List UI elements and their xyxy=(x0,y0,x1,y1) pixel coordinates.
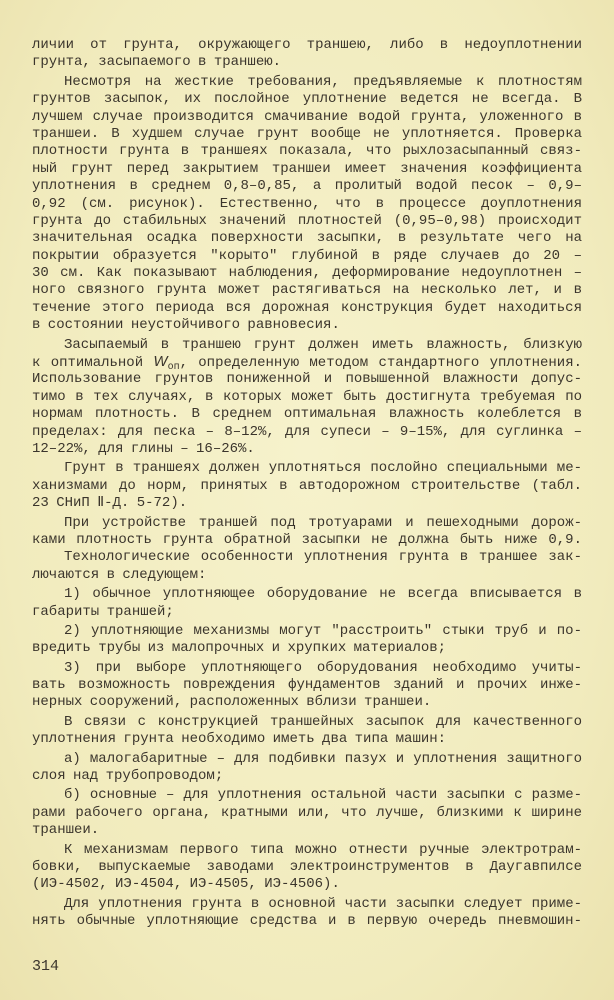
text-line: грунта, засыпаемого в траншею. xyxy=(32,54,282,71)
text-line: ханизмами до норм, принятых в автодорожном строительстве (табл. xyxy=(32,477,582,494)
text-line: тимо в тех случаях, в которых может быть достигнута требуемая по xyxy=(32,388,582,405)
text-line xyxy=(32,353,582,374)
page-number: 314 xyxy=(32,958,60,975)
text-line: бовки, выпускаемые заводами электроинструментов в Даугавпилсе xyxy=(32,858,582,875)
text-line: грунта до стабильных значений плотностей (0,95–0,98) происходит xyxy=(32,212,582,229)
text-line: нормам плотность. В среднем оптимальная влажность колеблется в xyxy=(32,406,582,423)
text-line: покрытии образуется ″корыто″ глубиной в ряде случаев до 20 – xyxy=(32,247,582,264)
text-line: лучшем случае производится смачивание водой грунта, уложенного в xyxy=(32,108,582,125)
text-line: уплотнения грунта необходимо иметь два типа машин: xyxy=(32,731,447,748)
text-line: ного связного грунта может растягиваться на несколько лет, и в xyxy=(32,282,582,299)
text-line: грунтов засыпок, их послойное уплотнение ведется не всегда. В xyxy=(32,91,582,108)
text-line: личии от грунта, окружающего траншею, либо в недоуплотнении xyxy=(32,37,582,53)
text-line: ками плотность грунта обратной засыпки не должна быть ниже 0,9. xyxy=(32,531,582,548)
text-line: Несмотря на жесткие требования, предъявляемые к плотностям xyxy=(64,73,582,90)
symbol-subscript: оп xyxy=(167,362,180,374)
text-line: К механизмам первого типа можно отнести ручные электротрам- xyxy=(64,841,582,858)
text-line: вать возможность повреждения фундаментов зданий и прочих инже- xyxy=(32,677,582,694)
text-line: уплотнения в среднем 0,8–0,85, а пролитый водой песок – 0,9– xyxy=(32,178,582,195)
text-line: Использование грунтов пониженной и повышенной влажности допус- xyxy=(32,371,582,388)
text-line: габариты траншей; xyxy=(32,603,174,620)
paragraph xyxy=(32,74,582,335)
paragraph xyxy=(32,714,582,749)
paragraph xyxy=(32,623,582,658)
text-line: 23 СНиП Ⅱ-Д. 5-72). xyxy=(32,495,188,512)
text-line: нерных сооружений, расположенных вблизи траншеи. xyxy=(32,694,432,711)
text-line: 12–22%, для глины – 16–26%. xyxy=(32,440,255,457)
text-line: траншеи. В худшем случае грунт вообще не уплотняется. Проверка xyxy=(32,125,582,142)
text-line: 2) уплотняющие механизмы могут ″расстроить″ стыки труб и по- xyxy=(64,622,582,639)
text-line: в состоянии неустойчивого равновесия. xyxy=(32,317,340,334)
paragraph xyxy=(32,751,582,786)
text-line: Засыпаемый в траншею грунт должен иметь влажность, близкую xyxy=(64,336,582,353)
paragraph xyxy=(32,549,582,584)
text-line: 30 см. Как показывают наблюдения, деформирование недоуплотнен – xyxy=(32,265,582,282)
text-line: б) основные – для уплотнения остальной части засыпки с разме- xyxy=(64,787,582,804)
text-line: 1) обычное уплотняющее оборудование не всегда вписывается в xyxy=(64,586,582,603)
text-line: Технологические особенности уплотнения грунта в траншее зак- xyxy=(64,549,582,566)
moisture-symbol: W xyxy=(153,353,168,371)
text-line: лючаются в следующем: xyxy=(32,566,207,583)
text-line: вредить трубы из малопрочных и хрупких материалов; xyxy=(32,640,447,657)
paragraph xyxy=(32,842,582,894)
paragraph xyxy=(32,460,582,512)
body-text xyxy=(32,37,582,931)
paragraph xyxy=(32,515,582,550)
text-line: плотности грунта в траншеях показала, что рыхлозасыпанный связ- xyxy=(32,143,582,160)
text-line: рами рабочего органа, кратными или, что лучше, близкими к ширине xyxy=(32,804,582,821)
paragraph xyxy=(32,660,582,712)
text-fragment: , определенную методом стандартного уплотнения. xyxy=(179,355,582,372)
paragraph xyxy=(32,896,582,931)
text-line: (ИЭ-4502, ИЭ-4504, ИЭ-4505, ИЭ-4506). xyxy=(32,876,340,893)
paragraph xyxy=(32,37,582,72)
text-line: 0,92 (см. рисунок). Естественно, что в процессе доуплотнения xyxy=(32,195,582,212)
text-line: 3) при выборе уплотняющего оборудования необходимо учиты- xyxy=(64,659,582,676)
text-line: Грунт в траншеях должен уплотняться послойно специальными ме- xyxy=(64,460,582,477)
text-line: траншеи. xyxy=(32,822,100,839)
text-line: При устройстве траншей под тротуарами и пешеходными дорож- xyxy=(64,514,582,531)
text-line: нять обычные уплотняющие средства и в первую очередь пневмошин- xyxy=(32,913,582,930)
text-line: Для уплотнения грунта в основной части засыпки следует приме- xyxy=(64,895,582,912)
text-line: слоя над трубопроводом; xyxy=(32,768,224,785)
paragraph xyxy=(32,787,582,839)
text-line: пределах: для песка – 8–12%, для супеси – 9–15%, для суглинка – xyxy=(32,423,582,440)
text-line: ный грунт перед закрытием траншеи имеет значения коэффициента xyxy=(32,160,582,177)
text-line: а) малогабаритные – для подбивки пазух и уплотнения защитного xyxy=(64,750,582,767)
paragraph xyxy=(32,586,582,621)
text-line: течение этого периода вся дорожная конструкция будет находиться xyxy=(32,299,582,316)
paragraph xyxy=(32,337,582,459)
text-line: значительная осадка поверхности засыпки, в результате чего на xyxy=(32,230,582,247)
text-line: В связи с конструкцией траншейных засыпок для качественного xyxy=(64,713,582,730)
text-fragment: к оптимальной xyxy=(32,355,144,372)
